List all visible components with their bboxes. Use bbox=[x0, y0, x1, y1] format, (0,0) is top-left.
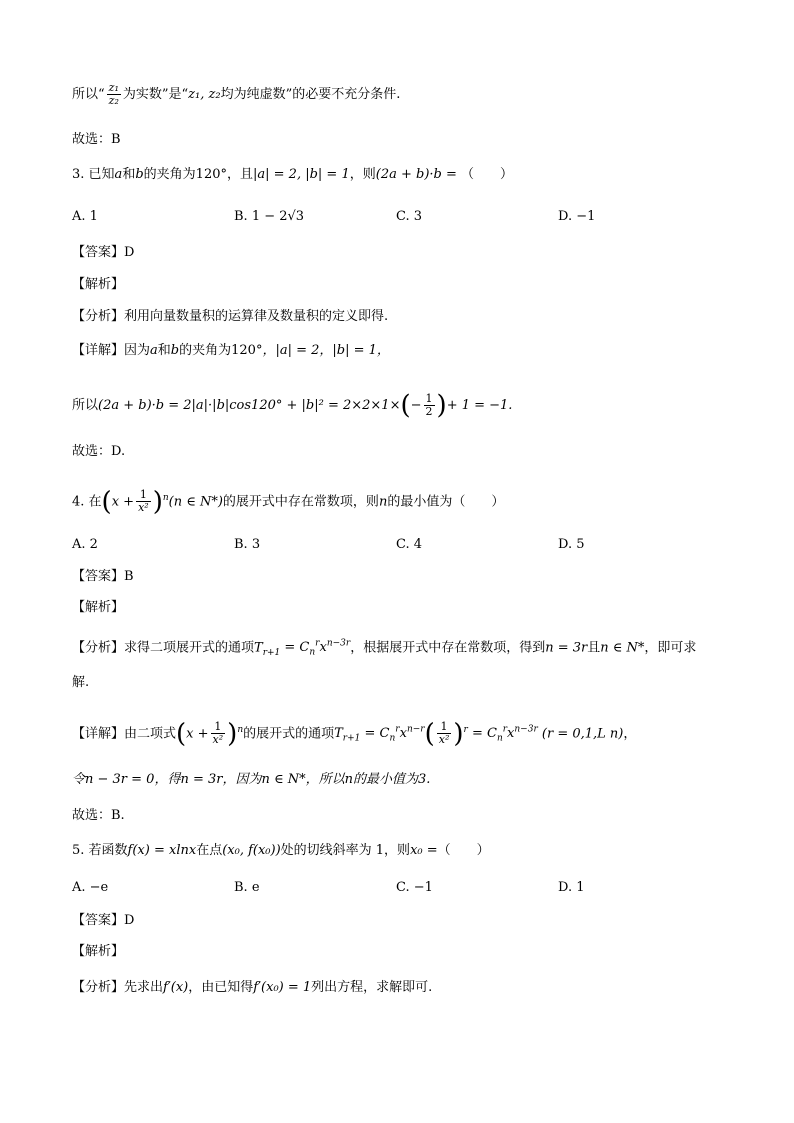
angle: 120° bbox=[195, 167, 227, 182]
choose-line bbox=[72, 130, 121, 150]
q4-option-a[interactable]: A. 2 bbox=[72, 537, 98, 552]
q4-choose: 故选：B. bbox=[72, 808, 125, 823]
math-z: z₁, z₂ bbox=[188, 87, 221, 102]
q3-detail: 【详解】因为a和b的夹角为120°，|a| = 2，|b| = 1， bbox=[72, 343, 390, 358]
line-conclusion bbox=[72, 82, 400, 107]
q3-option-b[interactable]: B. 1 − 2√3 bbox=[234, 209, 305, 224]
q3-fenxi: 【分析】利用向量数量积的运算律及数量积的定义即得. bbox=[72, 309, 389, 324]
q4-fenxi-cont: 解. bbox=[72, 675, 90, 690]
q5-analysis-tag: 【解析】 bbox=[72, 944, 125, 959]
q4-analysis-tag: 【解析】 bbox=[72, 600, 125, 615]
text: 3. 已知 bbox=[72, 167, 115, 182]
q5-option-d[interactable]: D. 1 bbox=[558, 880, 585, 895]
fraction: $\frac{1}{2}$ bbox=[425, 392, 433, 418]
text: 均为纯虚数”的必要不充分条件. bbox=[220, 87, 401, 102]
text: ，且 bbox=[227, 167, 254, 182]
q4-option-b[interactable]: B. 3 bbox=[234, 537, 261, 552]
text: 故选：B bbox=[72, 132, 121, 147]
text: 所以“ bbox=[72, 87, 105, 102]
text: 和 bbox=[122, 167, 136, 182]
q4-stem: 4. 在(x + $\frac{1}{\text{x²}}$ )$^n$(n ∈ N*)的展开式中存在常数项，则n的最小值为（ ） bbox=[72, 486, 505, 517]
q3-option-a[interactable]: A. 1 bbox=[72, 209, 98, 224]
q4-detail: 【详解】由二项式(x + $\frac{1}{\text{x²}}$ )$^n$的展开式的通项$T_{r+1} = C_n^rx^{n-r}$( $\frac{1}{\text{x²}}$ )$^r = C_n^rx^{n-3r}$ (r = 0,1,L n)， bbox=[72, 718, 637, 749]
q5-answer: 【答案】D bbox=[72, 913, 135, 928]
q4-ling: 令n − 3r = 0，得n = 3r，因为n ∈ N*，所以n的最小值为3. bbox=[72, 772, 431, 787]
text: ，则 bbox=[349, 167, 376, 182]
q3-option-c[interactable]: C. 3 bbox=[396, 209, 423, 224]
q3-analysis-tag: 【解析】 bbox=[72, 277, 125, 292]
q3-choose: 故选：D. bbox=[72, 444, 126, 459]
q4-option-d[interactable]: D. 5 bbox=[558, 537, 585, 552]
q5-option-a[interactable]: A. −e bbox=[72, 880, 109, 895]
q5-fenxi: 【分析】先求出f′(x)，由已知得f′(x₀) = 1列出方程，求解即可. bbox=[72, 980, 433, 995]
q4-fenxi: 【分析】求得二项展开式的通项$T_{r+1} = C_n^rx^{n-3r}$，根据展开式中存在常数项，得到n = 3r且n ∈ N*，即可求 bbox=[72, 639, 697, 658]
q3-answer: 【答案】D bbox=[72, 245, 135, 260]
text: （ ） bbox=[461, 167, 514, 182]
q3-option-d[interactable]: D. −1 bbox=[558, 209, 596, 224]
math-expression: (2a + b)·b = bbox=[375, 167, 462, 182]
text: 的夹角为 bbox=[143, 167, 196, 182]
q4-option-c[interactable]: C. 4 bbox=[396, 537, 423, 552]
q5-option-c[interactable]: C. −1 bbox=[396, 880, 433, 895]
q3-stem: 3. 已知a和b的夹角为120°，且|a| = 2, |b| = 1，则(2a + b)·b = （ ） bbox=[72, 167, 514, 182]
text: 为实数”是“ bbox=[122, 87, 189, 102]
math-condition: |a| = 2, |b| = 1 bbox=[253, 167, 350, 182]
fraction-numerator: z₁ bbox=[108, 81, 119, 94]
q5-stem: 5. 若函数f(x) = xlnx在点(x₀, f(x₀))处的切线斜率为 1，则x₀ =（ ） bbox=[72, 843, 490, 858]
q4-answer: 【答案】B bbox=[72, 569, 134, 584]
q3-calc: 所以(2a + b)·b = 2|a|·|b|cos120° + |b|² = 2×2×1×(− $\frac{1}{2}$ )+ 1 = −1. bbox=[72, 390, 513, 421]
fraction: $\frac{1}{\text{x²}}$ bbox=[138, 488, 149, 515]
fraction bbox=[107, 82, 121, 107]
fraction-denominator: z₂ bbox=[108, 94, 119, 107]
q5-option-b[interactable]: B. e bbox=[234, 880, 260, 895]
